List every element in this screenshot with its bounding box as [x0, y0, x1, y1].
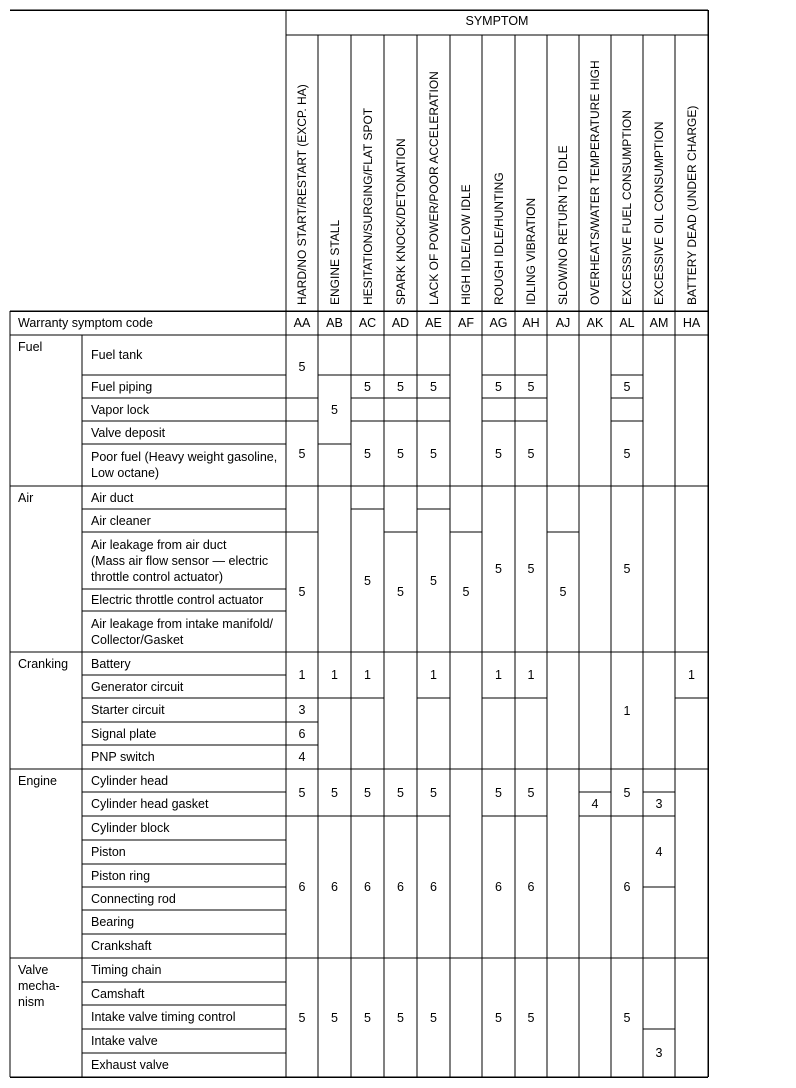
item-label: Timing chain [91, 963, 162, 977]
symptom-value: 5 [397, 585, 404, 599]
item-label: Intake valve [91, 1034, 158, 1048]
symptom-value: 6 [298, 726, 306, 741]
symptom-value: 5 [495, 562, 502, 576]
symptom-value: 6 [495, 880, 502, 894]
symptom-value: 5 [430, 1010, 437, 1025]
item-label: Crankshaft [91, 939, 152, 953]
symptom-value: 6 [397, 880, 404, 894]
item-label: Signal plate [91, 726, 157, 741]
warranty-code: HA [682, 316, 701, 330]
warranty-code: AB [326, 316, 343, 330]
item-label: Vapor lock [91, 402, 150, 417]
item-label: Valve deposit [91, 425, 166, 440]
symptom-value: 4 [298, 750, 306, 764]
item-label: Bearing [91, 915, 135, 929]
symptom-column-header: ENGINE STALL [327, 219, 342, 305]
item-label: Fuel tank [91, 348, 143, 362]
symptom-value: 6 [364, 880, 371, 894]
symptom-value: 6 [298, 880, 306, 894]
item-label: Poor fuel (Heavy weight gasoline, Low octane) [91, 450, 278, 480]
warranty-code: AF [458, 316, 474, 330]
symptom-value: 5 [298, 1010, 306, 1025]
symptom-value: 1 [495, 668, 502, 682]
item-label: Exhaust valve [91, 1058, 169, 1072]
symptom-value: 5 [364, 1010, 371, 1025]
symptom-value: 5 [331, 1010, 338, 1025]
warranty-code: AC [358, 316, 377, 330]
group-label: Cranking [18, 657, 69, 671]
symptom-value: 3 [655, 797, 663, 811]
symptom-value: 1 [331, 668, 338, 682]
symptom-value: 5 [397, 446, 404, 461]
symptom-value: 1 [364, 668, 371, 682]
warranty-code: AA [293, 316, 311, 330]
symptom-value: 1 [623, 703, 631, 718]
symptom-value: 5 [559, 585, 567, 599]
symptom-value: 6 [623, 880, 631, 894]
symptom-value: 5 [298, 785, 306, 800]
group-label: Valve mecha- nism [18, 963, 60, 1009]
warranty-code: AK [586, 316, 604, 330]
group-label: Engine [18, 774, 57, 788]
item-label: Starter circuit [91, 703, 165, 717]
symptom-value: 5 [623, 562, 631, 576]
item-label: Air leakage from intake manifold/ Collector/Gasket [91, 616, 274, 647]
item-label: Intake valve timing control [91, 1010, 236, 1024]
symptom-value: 3 [655, 1046, 663, 1060]
symptom-column-header: BATTERY DEAD (UNDER CHARGE) [684, 105, 699, 305]
item-label: Generator circuit [91, 679, 184, 694]
symptom-column-header: EXCESSIVE FUEL CONSUMPTION [620, 110, 634, 305]
symptom-value: 5 [495, 785, 502, 800]
warranty-code: AG [489, 316, 508, 330]
symptom-value: 4 [591, 797, 599, 811]
item-label: Camshaft [91, 986, 145, 1001]
warranty-code: AL [619, 316, 635, 330]
item-label: Air duct [91, 490, 134, 505]
symptom-value: 1 [527, 668, 535, 682]
warranty-code: AH [522, 316, 540, 330]
symptom-column-header: HARD/NO START/RESTART (EXCP. HA) [295, 84, 309, 305]
item-label: Electric throttle control actuator [91, 593, 264, 607]
symptom-value: 5 [623, 446, 631, 461]
symptom-column-header: OVERHEATS/WATER TEMPERATURE HIGH [588, 60, 602, 305]
symptom-value: 5 [331, 402, 338, 417]
symptom-column-header: HESITATION/SURGING/FLAT SPOT [360, 107, 375, 305]
symptom-value: 5 [527, 562, 535, 576]
symptom-value: 4 [655, 844, 663, 859]
symptom-value: 5 [623, 1010, 631, 1025]
symptom-value: 5 [397, 1010, 404, 1025]
symptom-header: SYMPTOM [465, 14, 529, 28]
warranty-code: AM [649, 316, 669, 330]
symptom-value: 5 [397, 785, 404, 800]
symptom-value: 5 [430, 379, 437, 394]
item-label: Cylinder head gasket [91, 797, 209, 811]
item-label: PNP switch [91, 750, 155, 764]
symptom-column-header: SLOW/NO RETURN TO IDLE [556, 145, 570, 305]
item-label: Piston ring [91, 868, 151, 883]
symptom-value: 5 [495, 446, 502, 461]
symptom-value: 5 [298, 585, 306, 599]
symptom-value: 5 [298, 359, 306, 374]
group-label: Fuel [18, 340, 43, 354]
symptom-column-header: HIGH IDLE/LOW IDLE [459, 184, 473, 305]
symptom-column-header: EXCESSIVE OIL CONSUMPTION [652, 121, 666, 305]
symptom-value: 1 [688, 668, 695, 682]
symptom-value: 5 [397, 379, 404, 394]
symptom-value: 1 [298, 668, 306, 682]
symptom-value: 5 [331, 785, 338, 800]
symptom-value: 5 [527, 379, 535, 394]
item-label: Piston [91, 845, 126, 859]
symptom-value: 5 [527, 1010, 535, 1025]
symptom-value: 1 [430, 668, 437, 682]
item-label: Air cleaner [91, 513, 151, 528]
symptom-value: 5 [623, 785, 631, 800]
item-label: Cylinder block [91, 821, 170, 835]
symptom-value: 6 [430, 880, 437, 894]
symptom-value: 5 [623, 379, 631, 394]
item-label: Cylinder head [91, 773, 169, 788]
warranty-code: AJ [555, 316, 571, 330]
item-label: Air leakage from air duct (Mass air flow sensor — electric throttle control actuator) [91, 537, 269, 584]
symptom-value: 5 [495, 1010, 502, 1025]
symptom-value: 5 [364, 785, 371, 800]
symptom-value: 5 [364, 573, 371, 588]
symptom-column-header: ROUGH IDLE/HUNTING [491, 172, 506, 305]
item-label: Fuel piping [91, 379, 153, 394]
symptom-value: 5 [430, 785, 437, 800]
symptom-value: 5 [430, 573, 437, 588]
group-label: Air [18, 491, 34, 505]
symptom-value: 5 [430, 446, 437, 461]
symptom-value: 5 [298, 446, 306, 461]
symptom-value: 5 [527, 785, 535, 800]
symptom-column-header: SPARK KNOCK/DETONATION [393, 138, 408, 305]
symptom-value: 5 [364, 379, 371, 394]
warranty-code: AE [425, 316, 442, 330]
item-label: Battery [91, 656, 131, 671]
symptom-column-header: IDLING VIBRATION [524, 197, 538, 305]
symptom-value: 6 [331, 880, 338, 894]
symptom-value: 5 [527, 446, 535, 461]
symptom-value: 6 [527, 880, 535, 894]
item-label: Connecting rod [91, 891, 176, 906]
symptom-value: 5 [462, 585, 470, 599]
symptom-value: 5 [364, 446, 371, 461]
symptom-column-header: LACK OF POWER/POOR ACCELERATION [426, 71, 441, 305]
warranty-code-label: Warranty symptom code [18, 316, 153, 330]
symptom-value: 5 [495, 379, 502, 394]
symptom-value: 3 [298, 703, 306, 717]
warranty-code: AD [391, 316, 410, 330]
